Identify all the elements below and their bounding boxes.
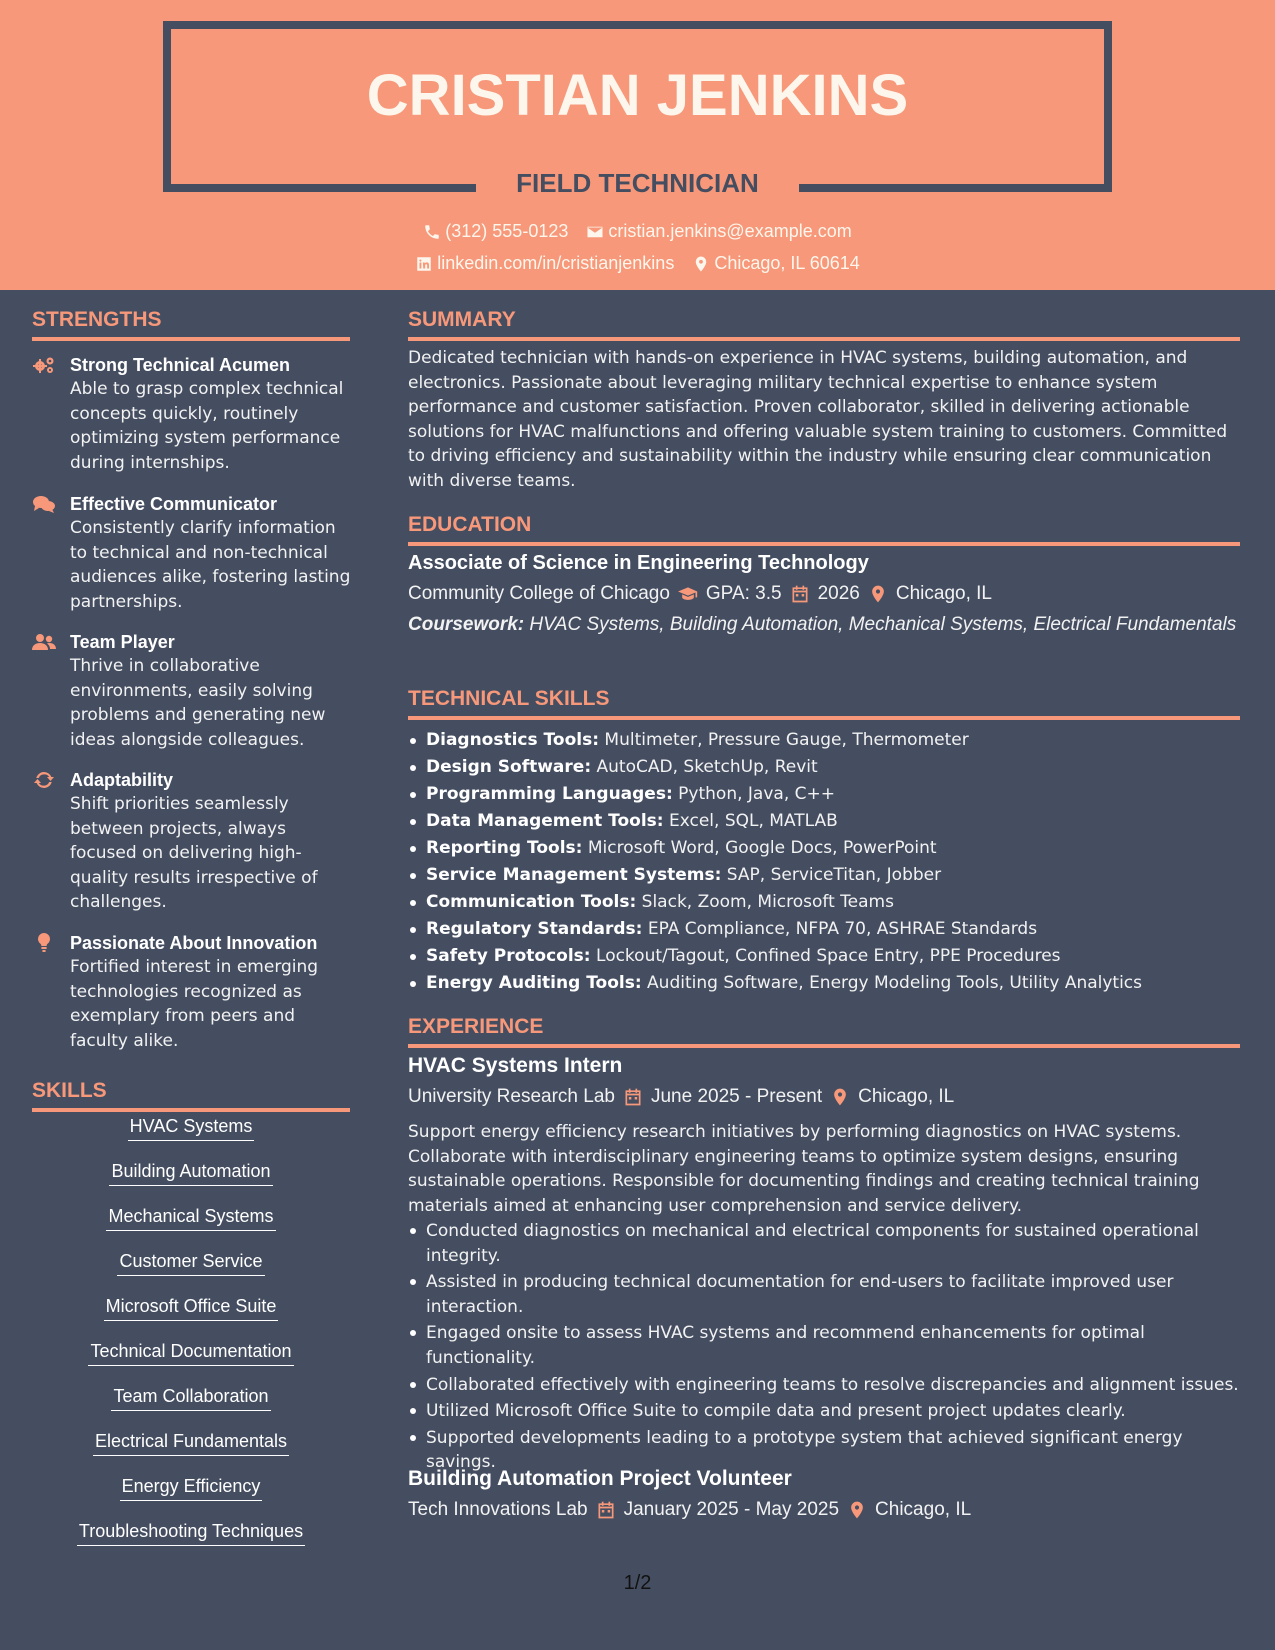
strengths-divider (32, 337, 350, 341)
job-meta (408, 1499, 1240, 1521)
candidate-name: CRISTIAN JENKINS (366, 63, 909, 128)
envelope-icon (586, 223, 604, 241)
experience-heading: EXPERIENCE (408, 1015, 544, 1038)
strength-text: Shift priorities seamlessly between projects, always focused on delivering high-quality results irrespective of challenges. (70, 794, 318, 912)
job-bullet: Collaborated effectively with engineering teams to resolve discrepancies and alignment issues. (408, 1373, 1240, 1398)
calendar-icon (790, 584, 810, 604)
experience-divider (408, 1044, 1240, 1048)
skills-list (32, 1116, 350, 1566)
technical-skill-item: Programming Languages: Python, Java, C++ (408, 781, 1240, 808)
job-org: Tech Innovations Lab (408, 1499, 588, 1520)
job-org: University Research Lab (408, 1086, 615, 1107)
map-marker-icon (847, 1500, 867, 1520)
strength-text: Able to grasp complex technical concepts quickly, routinely optimizing system performance during internships. (70, 379, 344, 473)
coursework (408, 613, 1240, 637)
technical-skill-item: Safety Protocols: Lockout/Tagout, Confined Space Entry, PPE Procedures (408, 943, 1240, 970)
job-dates: January 2025 - May 2025 (623, 1499, 840, 1520)
job-bullet: Engaged onsite to assess HVAC systems and recommend enhancements for optimal functionality. (408, 1321, 1240, 1370)
job-location: Chicago, IL (858, 1086, 955, 1107)
job-bullet: Supported developments leading to a prototype system that achieved significant energy savings. (408, 1426, 1240, 1475)
email-contact[interactable] (586, 221, 851, 242)
technical-skill-item: Design Software: AutoCAD, SketchUp, Revit (408, 754, 1240, 781)
job-description: Support energy efficiency research initiatives by performing diagnostics on HVAC systems. Collaborate with interdisciplinary engineering teams to optimize system designs, ensuring sustainable operations. Responsible for documenting findings and creating technical training materials aimed at enhancing user comprehension and service delivery. (408, 1122, 1200, 1216)
education-meta (408, 583, 1240, 605)
strength-text: Thrive in collaborative environments, easily solving problems and generating new ideas alongside colleagues. (70, 656, 326, 750)
job-location: Chicago, IL (875, 1499, 972, 1520)
skill-item: Building Automation (32, 1161, 350, 1206)
skill-item: Energy Efficiency (32, 1476, 350, 1521)
summary-text: Dedicated technician with hands-on experience in HVAC systems, building automation, and electronics. Passionate about leveraging military technical expertise to enhance system performance and customer satisfaction. Proven collaborator, skilled in delivering actionable solutions for HVAC malfunctions and offering valuable system training to customers. Committed to driving efficiency and sustainability within the industry while ensuring clear communication with diverse teams. (408, 348, 1228, 491)
degree-title: Associate of Science in Engineering Technology (408, 552, 869, 574)
skill-item: Electrical Fundamentals (32, 1431, 350, 1476)
calendar-icon (596, 1500, 616, 1520)
phone-contact[interactable] (423, 221, 568, 242)
technical-skill-item: Regulatory Standards: EPA Compliance, NFPA 70, ASHRAE Standards (408, 916, 1240, 943)
technical-skills-heading: TECHNICAL SKILLS (408, 687, 610, 710)
skill-item: Team Collaboration (32, 1386, 350, 1431)
linkedin-icon (415, 255, 433, 273)
job-dates: June 2025 - Present (650, 1086, 823, 1107)
strength-item (32, 768, 357, 915)
strength-text: Fortified interest in emerging technologies recognized as exemplary from peers and faculty alike. (70, 957, 319, 1051)
lightbulb-icon (32, 933, 56, 953)
job-bullet: Conducted diagnostics on mechanical and electrical components for sustained operational integrity. (408, 1219, 1240, 1268)
contact-row-1 (0, 221, 1275, 242)
technical-skills-list (408, 727, 1240, 997)
summary-heading: SUMMARY (408, 308, 516, 331)
strength-title: Strong Technical Acumen (70, 355, 291, 375)
map-marker-icon (692, 255, 710, 273)
technical-skill-item: Data Management Tools: Excel, SQL, MATLAB (408, 808, 1240, 835)
skills-divider (32, 1108, 350, 1112)
graduation-year: 2026 (817, 583, 860, 604)
comments-icon (32, 494, 56, 514)
graduation-cap-icon (678, 584, 698, 604)
education-location: Chicago, IL (895, 583, 992, 604)
skill-item: Customer Service (32, 1251, 350, 1296)
technical-skill-item: Communication Tools: Slack, Zoom, Microsoft Teams (408, 889, 1240, 916)
strength-title: Team Player (70, 632, 175, 652)
job-meta (408, 1086, 1240, 1108)
skill-item: Microsoft Office Suite (32, 1296, 350, 1341)
linkedin-text: linkedin.com/in/cristianjenkins (437, 253, 675, 273)
gpa-text: GPA: 3.5 (705, 583, 782, 604)
strengths-heading: STRENGTHS (32, 308, 162, 331)
coursework-label: Coursework: (408, 614, 525, 635)
skill-item: Troubleshooting Techniques (32, 1521, 350, 1566)
location-contact (692, 253, 859, 274)
phone-text: (312) 555-0123 (445, 221, 569, 241)
job-title: HVAC Systems Intern (408, 1054, 623, 1077)
skills-heading: SKILLS (32, 1079, 107, 1102)
contact-row-2 (0, 253, 1275, 274)
job-bullets (408, 1219, 1240, 1477)
school-name: Community College of Chicago (408, 583, 670, 604)
location-text: Chicago, IL 60614 (714, 253, 860, 273)
strength-text: Consistently clarify information to technical and non-technical audiences alike, fostering lasting partnerships. (70, 518, 351, 612)
skill-item: HVAC Systems (32, 1116, 350, 1161)
job-title: Building Automation Project Volunteer (408, 1467, 792, 1490)
summary-divider (408, 337, 1240, 341)
map-marker-icon (868, 584, 888, 604)
page-number: 1/2 (623, 1572, 652, 1594)
job-title: FIELD TECHNICIAN (516, 168, 759, 198)
phone-icon (423, 223, 441, 241)
strength-title: Effective Communicator (70, 494, 278, 514)
sync-icon (32, 770, 56, 790)
map-marker-icon (830, 1087, 850, 1107)
education-divider (408, 542, 1240, 546)
strength-title: Adaptability (70, 770, 174, 790)
strength-title: Passionate About Innovation (70, 933, 318, 953)
technical-skill-item: Service Management Systems: SAP, ServiceTitan, Jobber (408, 862, 1240, 889)
technical-skills-divider (408, 716, 1240, 720)
skill-item: Mechanical Systems (32, 1206, 350, 1251)
gears-icon (32, 355, 56, 375)
linkedin-contact[interactable] (415, 253, 674, 274)
email-text: cristian.jenkins@example.com (608, 221, 852, 241)
header-banner (0, 0, 1275, 290)
technical-skill-item: Diagnostics Tools: Multimeter, Pressure Gauge, Thermometer (408, 727, 1240, 754)
users-icon (32, 632, 56, 652)
technical-skill-item: Energy Auditing Tools: Auditing Software, Energy Modeling Tools, Utility Analytics (408, 970, 1240, 997)
technical-skill-item: Reporting Tools: Microsoft Word, Google Docs, PowerPoint (408, 835, 1240, 862)
strength-item (32, 353, 357, 475)
coursework-text: HVAC Systems, Building Automation, Mechanical Systems, Electrical Fundamentals (529, 614, 1237, 635)
strength-item (32, 931, 357, 1053)
job-bullet: Utilized Microsoft Office Suite to compile data and present project updates clearly. (408, 1399, 1240, 1424)
strength-item (32, 630, 357, 752)
job-bullet: Assisted in producing technical documentation for end-users to facilitate improved user interaction. (408, 1270, 1240, 1319)
strength-item (32, 492, 357, 614)
skill-item: Technical Documentation (32, 1341, 350, 1386)
calendar-icon (623, 1087, 643, 1107)
education-heading: EDUCATION (408, 513, 532, 536)
